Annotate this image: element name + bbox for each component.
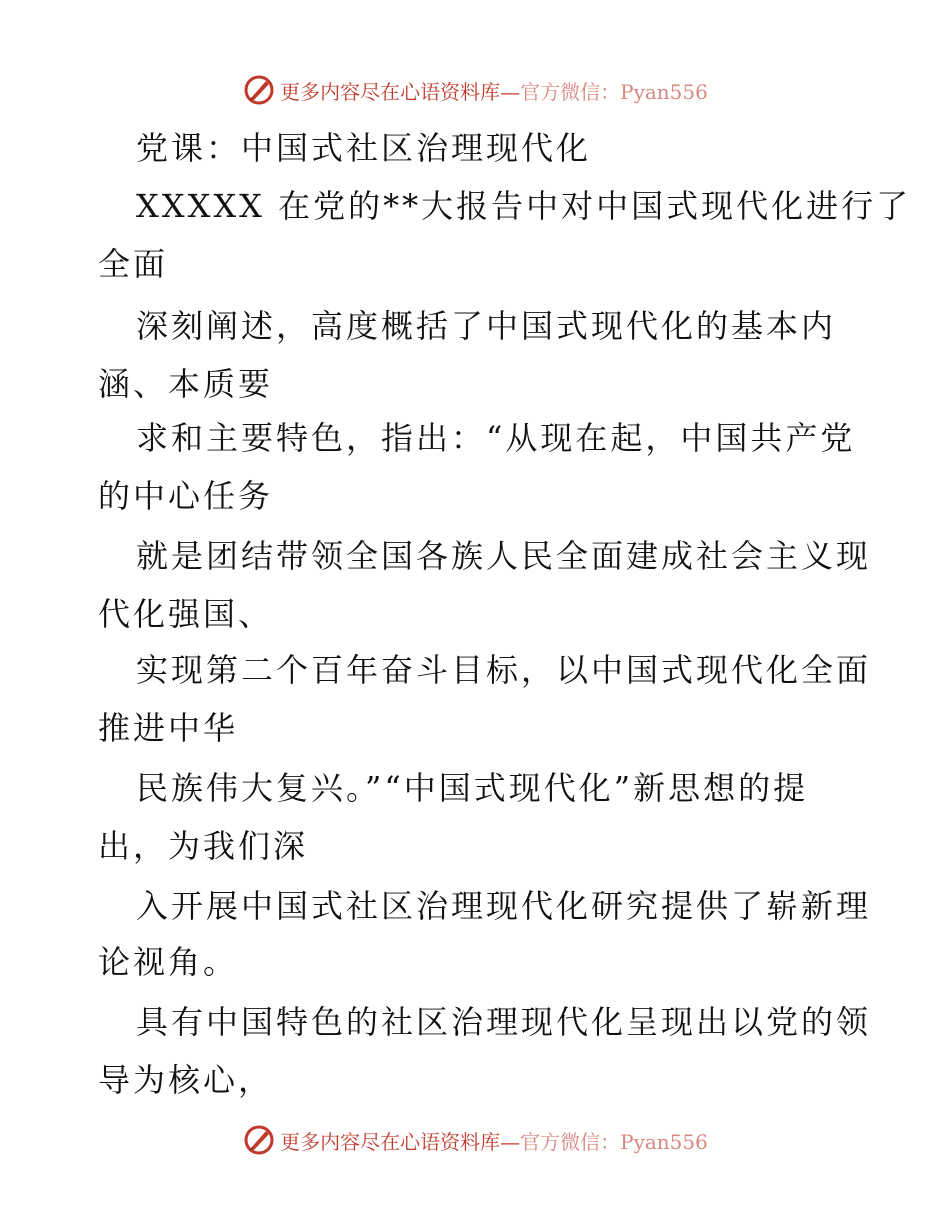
paragraph-line: 导为核心， bbox=[98, 1061, 274, 1099]
banner-wechat-text: 官方微信：Pyan556 bbox=[520, 79, 708, 104]
banner-text bbox=[280, 76, 708, 105]
paragraph-line: 实现第二个百年奋斗目标，以中国式现代化全面 bbox=[136, 651, 872, 689]
paragraph-line: XXXXX 在党的**大报告中对中国式现代化进行了 bbox=[136, 187, 912, 225]
header-watermark-banner bbox=[0, 70, 950, 110]
paragraph-line: 入开展中国式社区治理现代化研究提供了崭新理 bbox=[136, 887, 872, 925]
paragraph-line: 民族伟大复兴。”“中国式现代化”新思想的提 bbox=[136, 769, 809, 807]
banner-text bbox=[280, 1126, 708, 1155]
paragraph-line: 论视角。 bbox=[98, 943, 239, 981]
paragraph-line: 出，为我们深 bbox=[98, 827, 309, 865]
paragraph-line: 全面 bbox=[98, 245, 169, 283]
paragraph-line: 具有中国特色的社区治理现代化呈现出以党的领 bbox=[136, 1003, 872, 1041]
footer-watermark-banner bbox=[0, 1120, 950, 1160]
paragraph-line: 推进中华 bbox=[98, 709, 239, 747]
paragraph-line: 涵、本质要 bbox=[98, 365, 274, 403]
document-title: 党课：中国式社区治理现代化 bbox=[136, 129, 592, 167]
quill-pen-seal-icon bbox=[242, 1123, 276, 1157]
paragraph-line: 深刻阐述，高度概括了中国式现代化的基本内 bbox=[136, 307, 837, 345]
paragraph-line: 的中心任务 bbox=[98, 477, 274, 515]
banner-dash: — bbox=[500, 79, 521, 104]
quill-pen-seal-icon bbox=[242, 73, 276, 107]
banner-wechat-text: 官方微信：Pyan556 bbox=[520, 1129, 708, 1154]
banner-main-text: 更多内容尽在心语资料库 bbox=[280, 1129, 501, 1154]
banner-main-text: 更多内容尽在心语资料库 bbox=[280, 79, 501, 104]
paragraph-line: 代化强国、 bbox=[98, 595, 274, 633]
paragraph-line: 就是团结带领全国各族人民全面建成社会主义现 bbox=[136, 537, 872, 575]
banner-dash: — bbox=[500, 1129, 521, 1154]
paragraph-line: 求和主要特色，指出：“从现在起，中国共产党 bbox=[136, 419, 856, 457]
